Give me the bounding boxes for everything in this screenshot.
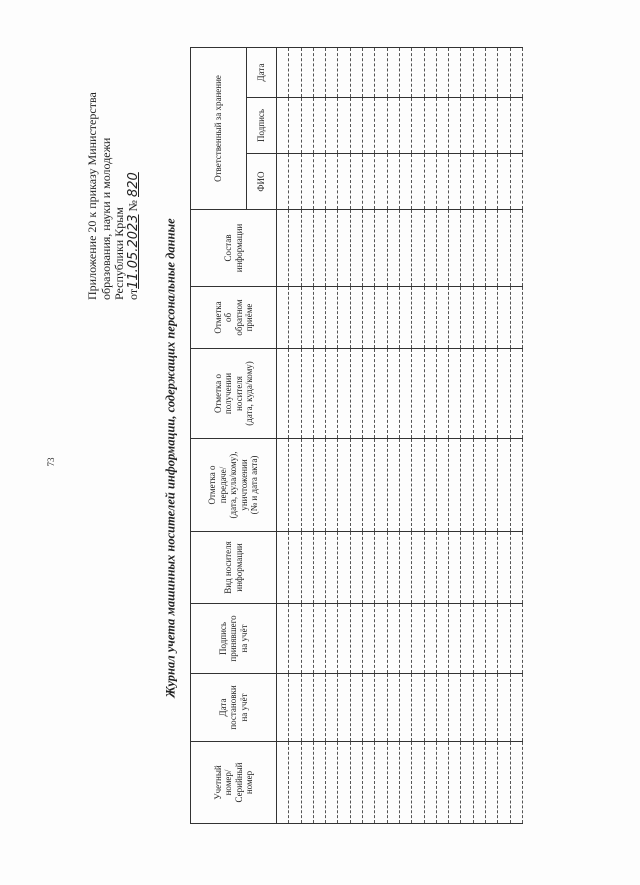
table-row bbox=[473, 47, 485, 823]
approval-date-line bbox=[127, 92, 141, 300]
sub-header-cell: Подпись bbox=[247, 98, 277, 154]
table-cell bbox=[277, 210, 289, 287]
table-cell bbox=[301, 604, 313, 674]
header-text-line: носителя bbox=[233, 376, 244, 411]
table-cell bbox=[424, 47, 436, 97]
table-cell bbox=[449, 47, 461, 97]
table-row bbox=[498, 47, 510, 823]
table-row bbox=[412, 47, 424, 823]
table-cell bbox=[277, 604, 289, 674]
table-cell bbox=[313, 604, 325, 674]
table-cell bbox=[277, 674, 289, 742]
header-text-line: на учёт bbox=[238, 693, 249, 722]
header-text-line: на учёт bbox=[238, 624, 249, 653]
table-cell bbox=[461, 604, 473, 674]
table-cell bbox=[277, 47, 289, 97]
table-cell bbox=[326, 742, 338, 824]
table-cell bbox=[436, 439, 448, 532]
table-cell bbox=[498, 98, 510, 154]
table-cell bbox=[449, 532, 461, 604]
table-cell bbox=[461, 287, 473, 349]
table-cell bbox=[375, 98, 387, 154]
table-cell bbox=[277, 154, 289, 210]
table-cell bbox=[363, 98, 375, 154]
table-cell bbox=[313, 532, 325, 604]
table-cell bbox=[461, 439, 473, 532]
table-cell bbox=[338, 287, 350, 349]
table-cell bbox=[326, 604, 338, 674]
table-cell bbox=[399, 47, 411, 97]
table-cell bbox=[436, 210, 448, 287]
table-row bbox=[436, 47, 448, 823]
table-cell bbox=[473, 154, 485, 210]
table-cell bbox=[375, 674, 387, 742]
header-text-line: получении bbox=[223, 372, 233, 415]
table-cell bbox=[498, 674, 510, 742]
table-row bbox=[338, 47, 350, 823]
table-row bbox=[363, 47, 375, 823]
table-cell bbox=[412, 210, 424, 287]
table-cell bbox=[363, 154, 375, 210]
table-cell bbox=[486, 742, 498, 824]
table-row bbox=[399, 47, 411, 823]
table-cell bbox=[387, 742, 399, 824]
table-cell bbox=[301, 532, 313, 604]
table-cell bbox=[277, 439, 289, 532]
table-cell bbox=[387, 98, 399, 154]
table-cell bbox=[436, 349, 448, 439]
table-cell bbox=[486, 674, 498, 742]
table-cell bbox=[412, 674, 424, 742]
table-cell bbox=[326, 47, 338, 97]
table-cell bbox=[473, 439, 485, 532]
header-cell bbox=[191, 439, 277, 532]
table-cell bbox=[363, 287, 375, 349]
table-cell bbox=[461, 674, 473, 742]
table-cell bbox=[486, 98, 498, 154]
header-text-line: Подпись bbox=[217, 621, 228, 656]
table-row bbox=[301, 47, 313, 823]
sub-header-cell: Дата bbox=[247, 47, 277, 97]
table-cell bbox=[412, 98, 424, 154]
table-cell bbox=[289, 98, 301, 154]
header-text-line: номер/ bbox=[223, 769, 233, 796]
approval-block bbox=[86, 92, 140, 300]
table-cell bbox=[486, 47, 498, 97]
table-cell bbox=[363, 439, 375, 532]
header-cell bbox=[191, 210, 277, 287]
table-row bbox=[289, 47, 301, 823]
table-cell bbox=[436, 154, 448, 210]
table-cell bbox=[449, 154, 461, 210]
table-cell bbox=[486, 604, 498, 674]
table-cell bbox=[363, 674, 375, 742]
table-cell bbox=[449, 287, 461, 349]
table-cell bbox=[350, 532, 362, 604]
table-row bbox=[424, 47, 436, 823]
table-cell bbox=[313, 674, 325, 742]
header-cell bbox=[191, 674, 277, 742]
table-cell bbox=[301, 98, 313, 154]
table-cell bbox=[449, 98, 461, 154]
table-cell bbox=[313, 287, 325, 349]
table-cell bbox=[326, 210, 338, 287]
handwritten-date: 11.05.2023 bbox=[125, 214, 141, 289]
table-cell bbox=[412, 439, 424, 532]
table-cell bbox=[350, 742, 362, 824]
date-prefix: от bbox=[125, 288, 140, 300]
table-cell bbox=[473, 674, 485, 742]
table-cell bbox=[399, 210, 411, 287]
table-cell bbox=[338, 210, 350, 287]
header-text-line: Отметка bbox=[212, 301, 223, 334]
table-cell bbox=[350, 47, 362, 97]
table-row bbox=[375, 47, 387, 823]
table-cell bbox=[486, 439, 498, 532]
table-cell bbox=[338, 154, 350, 210]
table-row bbox=[510, 47, 522, 823]
table-cell bbox=[301, 47, 313, 97]
table-cell bbox=[461, 742, 473, 824]
table-cell bbox=[399, 287, 411, 349]
table-cell bbox=[486, 349, 498, 439]
table-cell bbox=[289, 287, 301, 349]
table-cell bbox=[363, 742, 375, 824]
table-cell bbox=[338, 674, 350, 742]
table-cell bbox=[510, 604, 522, 674]
table-cell bbox=[424, 604, 436, 674]
table-cell bbox=[326, 287, 338, 349]
header-cell bbox=[191, 604, 277, 674]
table-cell bbox=[399, 154, 411, 210]
table-cell bbox=[301, 742, 313, 824]
table-cell bbox=[375, 349, 387, 439]
table-cell bbox=[424, 98, 436, 154]
approval-line: Республики Крым bbox=[112, 207, 126, 300]
page-number: 73 bbox=[46, 457, 56, 467]
header-text-line: приёме bbox=[244, 303, 254, 332]
table-cell bbox=[510, 349, 522, 439]
header-text-line: передаче/ bbox=[217, 466, 228, 504]
table-cell bbox=[350, 154, 362, 210]
table-cell bbox=[461, 532, 473, 604]
header-text-line: (дата, куда/кому) bbox=[244, 361, 254, 426]
table-cell bbox=[510, 287, 522, 349]
table-row bbox=[350, 47, 362, 823]
register-table-wrapper bbox=[190, 63, 522, 824]
header-text-line: информации bbox=[233, 543, 244, 592]
table-cell bbox=[473, 287, 485, 349]
table-cell bbox=[461, 98, 473, 154]
table-cell bbox=[289, 532, 301, 604]
table-cell bbox=[510, 154, 522, 210]
table-cell bbox=[498, 349, 510, 439]
table-cell bbox=[375, 604, 387, 674]
table-row bbox=[486, 47, 498, 823]
table-cell bbox=[326, 532, 338, 604]
table-cell bbox=[289, 604, 301, 674]
table-cell bbox=[338, 532, 350, 604]
table-cell bbox=[363, 47, 375, 97]
table-cell bbox=[486, 210, 498, 287]
document-title: Журнал учета машинных носителей информации, содержащих персональные данные bbox=[163, 218, 178, 698]
table-cell bbox=[350, 674, 362, 742]
table-row bbox=[449, 47, 461, 823]
table-cell bbox=[289, 47, 301, 97]
header-text-line: информации bbox=[233, 223, 244, 273]
table-cell bbox=[473, 532, 485, 604]
table-cell bbox=[289, 210, 301, 287]
table-cell bbox=[436, 604, 448, 674]
header-text-line: уничтожении bbox=[238, 459, 249, 511]
table-cell bbox=[436, 674, 448, 742]
table-cell bbox=[326, 349, 338, 439]
table-cell bbox=[313, 98, 325, 154]
header-text-line: (№ и дата акта) bbox=[249, 455, 260, 515]
table-cell bbox=[498, 742, 510, 824]
table-cell bbox=[375, 742, 387, 824]
table-cell bbox=[510, 439, 522, 532]
table-cell bbox=[424, 532, 436, 604]
header-cell bbox=[191, 287, 277, 349]
table-cell bbox=[375, 287, 387, 349]
approval-line: Приложение 20 к приказу Министерства bbox=[85, 92, 99, 300]
header-text-line: Состав bbox=[223, 234, 233, 262]
table-cell bbox=[473, 47, 485, 97]
table-cell bbox=[289, 349, 301, 439]
header-cell bbox=[191, 532, 277, 604]
table-cell bbox=[363, 532, 375, 604]
table-cell bbox=[436, 742, 448, 824]
table-row bbox=[387, 47, 399, 823]
table-cell bbox=[350, 604, 362, 674]
table-cell bbox=[424, 210, 436, 287]
table-cell bbox=[461, 210, 473, 287]
table-cell bbox=[510, 674, 522, 742]
table-cell bbox=[313, 742, 325, 824]
table-cell bbox=[387, 604, 399, 674]
table-cell bbox=[473, 349, 485, 439]
table-cell bbox=[313, 47, 325, 97]
table-cell bbox=[326, 674, 338, 742]
table-cell bbox=[277, 349, 289, 439]
table-cell bbox=[399, 674, 411, 742]
table-cell bbox=[313, 349, 325, 439]
table-cell bbox=[375, 154, 387, 210]
header-cell bbox=[191, 349, 277, 439]
table-cell bbox=[412, 604, 424, 674]
header-text-line: Серийный bbox=[233, 762, 244, 803]
table-cell bbox=[473, 210, 485, 287]
table-cell bbox=[498, 604, 510, 674]
table-cell bbox=[424, 287, 436, 349]
table-cell bbox=[449, 349, 461, 439]
table-cell bbox=[338, 742, 350, 824]
table-cell bbox=[350, 349, 362, 439]
table-cell bbox=[338, 439, 350, 532]
table-cell bbox=[277, 287, 289, 349]
table-cell bbox=[363, 349, 375, 439]
table-cell bbox=[412, 47, 424, 97]
table-cell bbox=[436, 532, 448, 604]
table-cell bbox=[436, 287, 448, 349]
table-cell bbox=[399, 98, 411, 154]
table-cell bbox=[387, 154, 399, 210]
header-text-line: постановки bbox=[228, 685, 239, 730]
table-cell bbox=[510, 210, 522, 287]
table-cell bbox=[338, 349, 350, 439]
table-cell bbox=[473, 742, 485, 824]
table-cell bbox=[461, 154, 473, 210]
table-cell bbox=[498, 287, 510, 349]
table-cell bbox=[412, 532, 424, 604]
header-cell bbox=[191, 742, 277, 824]
table-cell bbox=[498, 532, 510, 604]
table-row bbox=[326, 47, 338, 823]
table-cell bbox=[449, 439, 461, 532]
header-text-line: об bbox=[223, 312, 233, 323]
table-cell bbox=[498, 210, 510, 287]
table-cell bbox=[301, 349, 313, 439]
table-cell bbox=[412, 287, 424, 349]
table-cell bbox=[486, 287, 498, 349]
table-cell bbox=[387, 532, 399, 604]
table-cell bbox=[338, 98, 350, 154]
table-cell bbox=[301, 154, 313, 210]
table-cell bbox=[313, 210, 325, 287]
table-cell bbox=[289, 439, 301, 532]
table-cell bbox=[338, 47, 350, 97]
table-cell bbox=[461, 349, 473, 439]
table-cell bbox=[375, 210, 387, 287]
table-cell bbox=[424, 439, 436, 532]
table-cell bbox=[301, 439, 313, 532]
table-cell bbox=[387, 287, 399, 349]
table-cell bbox=[399, 439, 411, 532]
table-cell bbox=[424, 349, 436, 439]
table-cell bbox=[350, 98, 362, 154]
table-cell bbox=[277, 532, 289, 604]
table-cell bbox=[498, 47, 510, 97]
table-cell bbox=[449, 604, 461, 674]
table-cell bbox=[424, 154, 436, 210]
table-cell bbox=[350, 287, 362, 349]
table-row bbox=[461, 47, 473, 823]
table-cell bbox=[350, 439, 362, 532]
table-cell bbox=[277, 98, 289, 154]
header-text-line: Дата bbox=[217, 698, 228, 717]
table-cell bbox=[387, 349, 399, 439]
table-cell bbox=[510, 98, 522, 154]
header-text-line: принявшего bbox=[228, 615, 239, 662]
table-cell bbox=[510, 742, 522, 824]
table-cell bbox=[473, 604, 485, 674]
table-cell bbox=[387, 674, 399, 742]
table-cell bbox=[498, 439, 510, 532]
header-text-line: Отметка о bbox=[212, 373, 223, 414]
table-cell bbox=[375, 532, 387, 604]
table-cell bbox=[313, 439, 325, 532]
table-cell bbox=[399, 349, 411, 439]
table-cell bbox=[399, 742, 411, 824]
table-cell bbox=[486, 532, 498, 604]
table-cell bbox=[363, 604, 375, 674]
table-cell bbox=[301, 674, 313, 742]
header-text-line: Вид носителя bbox=[223, 541, 233, 594]
header-text-line: (дата, кула/кому), bbox=[228, 451, 239, 519]
table-cell bbox=[498, 154, 510, 210]
table-cell bbox=[399, 604, 411, 674]
table-cell bbox=[289, 674, 301, 742]
table-cell bbox=[461, 47, 473, 97]
header-text-line: номер bbox=[244, 770, 254, 795]
table-cell bbox=[436, 98, 448, 154]
table-cell bbox=[412, 349, 424, 439]
table-cell bbox=[449, 742, 461, 824]
header-text-line: Учетный bbox=[212, 765, 223, 800]
table-cell bbox=[289, 154, 301, 210]
register-table-frame bbox=[190, 63, 522, 824]
table-cell bbox=[375, 47, 387, 97]
sub-header-cell: ФИО bbox=[247, 154, 277, 210]
table-cell bbox=[326, 98, 338, 154]
table-cell bbox=[289, 742, 301, 824]
table-cell bbox=[301, 210, 313, 287]
register-table bbox=[190, 47, 523, 824]
table-cell bbox=[449, 210, 461, 287]
table-cell bbox=[387, 47, 399, 97]
table-row bbox=[313, 47, 325, 823]
table-cell bbox=[412, 742, 424, 824]
table-cell bbox=[375, 439, 387, 532]
table-cell bbox=[301, 287, 313, 349]
table-cell bbox=[412, 154, 424, 210]
table-cell bbox=[399, 532, 411, 604]
table-cell bbox=[326, 154, 338, 210]
header-text-line: обратном bbox=[233, 299, 244, 336]
table-cell bbox=[313, 154, 325, 210]
table-cell bbox=[424, 674, 436, 742]
table-cell bbox=[363, 210, 375, 287]
table-cell bbox=[486, 154, 498, 210]
table-cell bbox=[326, 439, 338, 532]
header-text-line: Отметка о bbox=[207, 465, 218, 505]
table-body bbox=[277, 47, 523, 823]
table-cell bbox=[473, 98, 485, 154]
number-prefix: № bbox=[125, 200, 140, 212]
group-header-cell: Ответственный за хранение bbox=[191, 47, 247, 209]
table-cell bbox=[277, 742, 289, 824]
handwritten-number: 820 bbox=[125, 172, 141, 198]
table-cell bbox=[510, 47, 522, 97]
approval-line: образования, науки и молодежи bbox=[98, 137, 113, 300]
table-cell bbox=[387, 210, 399, 287]
table-cell bbox=[449, 674, 461, 742]
table-cell bbox=[350, 210, 362, 287]
table-cell bbox=[424, 742, 436, 824]
table-cell bbox=[338, 604, 350, 674]
table-cell bbox=[436, 47, 448, 97]
table-cell bbox=[510, 532, 522, 604]
table-row bbox=[277, 47, 289, 823]
table-cell bbox=[387, 439, 399, 532]
